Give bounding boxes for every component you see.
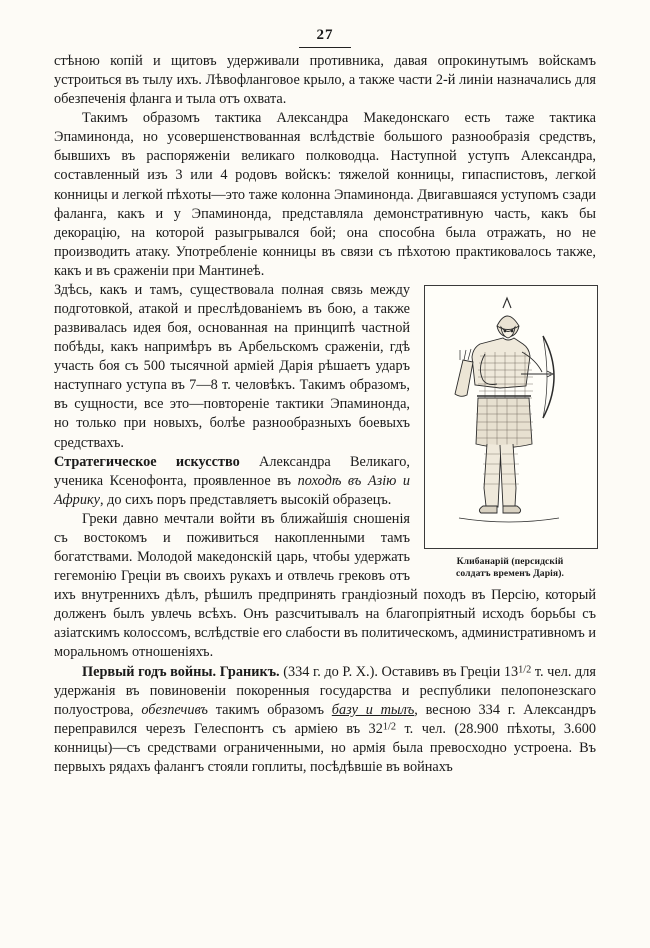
paragraph-6-part1: 13 bbox=[503, 663, 519, 680]
paragraph-6-part5: т. чел. (28.900 пѣхоты, 3.600 конницы)—съ средствами ограниченными, но армія была превосходно устроена. Въ первыхъ рядахъ фалангъ стояли гоплиты, посѣдѣвшіе въ войнахъ bbox=[54, 720, 596, 775]
paragraph-6-part4: , весною 334 г. Александръ переправился черезъ Гелеспонтъ съ арміею въ 32 bbox=[54, 701, 597, 737]
paragraph-4-text: Александра Великаго, ученика Ксенофонта, проявленное въ bbox=[54, 453, 410, 489]
figure-caption-line-2: солдатъ временъ Дарія). bbox=[456, 567, 564, 579]
page-number: 27 bbox=[299, 27, 351, 48]
figure-image-frame bbox=[424, 285, 598, 549]
paragraph-6-italic-2: базу и тылъ bbox=[331, 701, 415, 718]
paragraph-4-tail: , до сихъ поръ представляетъ высокій образецъ. bbox=[100, 491, 392, 508]
persian-soldier-illustration bbox=[425, 286, 595, 546]
paragraph-5: Греки давно мечтали войти въ ближайшія сношенія съ востокомъ и поживиться накопленными тамъ богатствами. Молодой македонскій царь, чтобы удержать гегемонію Греціи въ своихъ рукахъ и отвлечь грековъ отъ ихъ внутреннихъ дѣлъ, рѣшилъ предпринять грандіозный походъ въ Персію, который долженъ былъ увлечь всѣхъ. Онъ разсчитывалъ на благопріятный исходъ борьбы съ азіатскимъ колоссомъ, вслѣдствіе его слабости въ политическомъ, административномъ и моральномъ отношеніяхъ. bbox=[54, 510, 596, 661]
paragraph-3: Здѣсь, какъ и тамъ, существовала полная связь между подготовкой, атакой и преслѣдованіемъ въ бою, а также развивалась идея боя, основанная на принципѣ частной побѣды, какъ напримѣръ въ Арбельскомъ сраженіи, гдѣ участь боя съ 500 тысячной арміей Дарія рѣшаетъ ударъ наступнаго уступа въ 7—8 т. человѣкъ. Такимъ образомъ, въ сущности, все это—повтореніе тактики Эпаминонда, но только при новыхъ, болѣе разнообразныхъ боевыхъ средствахъ. bbox=[54, 281, 410, 451]
figure-caption-line-1: Клибанарій (персидскій bbox=[456, 555, 564, 567]
paragraph-6-text: (334 г. до Р. Х.). Оставивъ въ Греціи bbox=[279, 663, 504, 680]
paragraph-4-lead: Стратегическое искусство bbox=[54, 453, 240, 470]
paragraph-6-italic-1: обезпечивъ bbox=[141, 701, 208, 718]
paragraph-6-part3: такимъ образомъ bbox=[207, 701, 332, 718]
paragraph-6-lead: Первый годъ войны. Граникъ. bbox=[82, 663, 280, 680]
paragraph-2: Такимъ образомъ тактика Александра Македонскаго есть таже тактика Эпаминонда, но усовершенствованная вслѣдствіе большого разнообразія средствъ, бывшихъ въ распоряженіи великаго полководца. Наступной уступъ Александра, составленный изъ 3 или 4 родовъ войскъ: тяжелой конницы, гипаспистовъ, легкой конницы и легкой пѣхоты—это таже колонна Эпаминонда. Двигавшаяся уступомъ сзади фаланга, какъ и у Эпаминонда, представляла демонстративную часть, какъ бы декорацію, на которой разыгрывался бой; она способна была отражать, но не производить атаку. Употребленіе конницы въ связи съ пѣхотою практиковалось также, какъ и въ сраженіи при Мантинеѣ. bbox=[54, 110, 596, 279]
paragraph-1: стѣною копій и щитовъ удерживали противника, давая опрокинутымъ войскамъ устроиться въ тылу ихъ. Лѣвофланговое крыло, а также части 2-й линіи назначались для обезпеченія фланга и тыла отъ охвата. bbox=[54, 53, 596, 108]
figure-caption bbox=[424, 556, 596, 580]
paragraph-6-part2: т. чел. для удержанія въ повиновеніи покоренныя государства и республики пелопонезскаго полуострова, bbox=[54, 663, 596, 718]
page-number-container bbox=[54, 26, 596, 48]
page-body bbox=[54, 52, 596, 777]
fraction-one-half-b: 1/2 bbox=[382, 721, 396, 733]
paragraph-6 bbox=[54, 663, 596, 777]
figure-clibanarius bbox=[424, 285, 596, 580]
paragraph-4-italic: походѣ въ Азію и Африку bbox=[54, 472, 410, 508]
fraction-one-half-a: 1/2 bbox=[518, 663, 532, 675]
